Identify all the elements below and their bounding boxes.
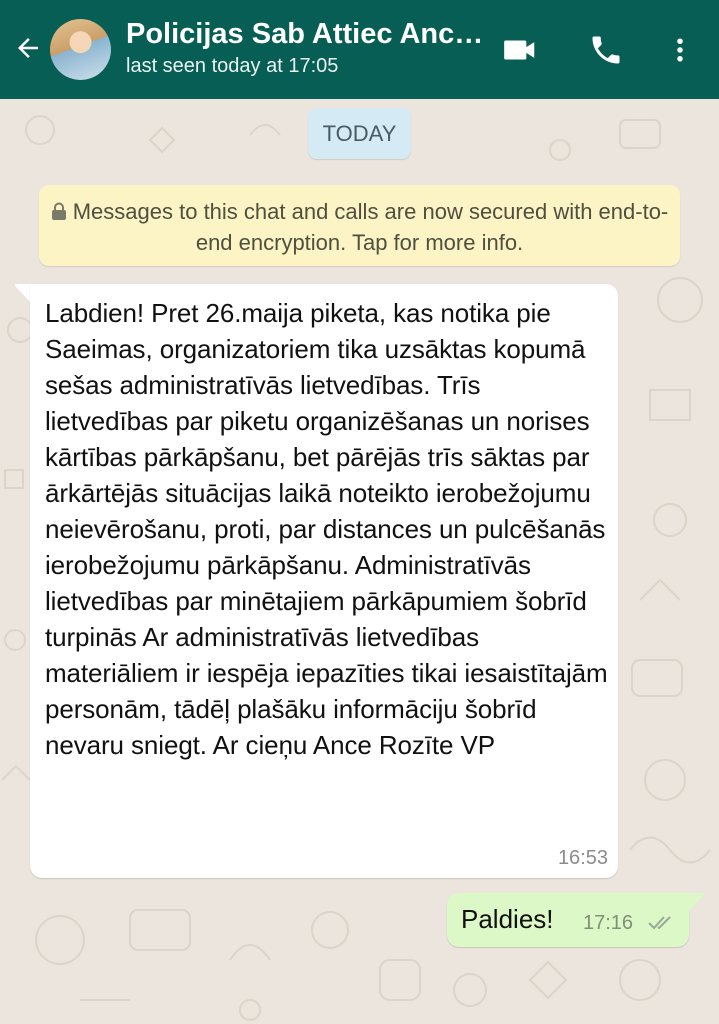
chat-header — [0, 0, 719, 99]
contact-avatar[interactable] — [50, 19, 111, 80]
double-check-icon — [647, 914, 677, 937]
phone-icon[interactable] — [586, 30, 626, 70]
date-divider: TODAY — [308, 108, 411, 159]
encryption-notice[interactable] — [39, 185, 680, 266]
outgoing-message[interactable] — [447, 893, 689, 947]
incoming-message-time: 16:53 — [557, 847, 608, 869]
incoming-message-text: Labdien! Pret 26.maija piketa, kas notika pie Saeimas, organizatoriem tika uzsāktas kopumā sešas administratīvās lietvedības. Trīs lietvedības par piketu organizēšanas un norises kārtības pārkāpšanu, bet pārējās trīs sāktas par ārkārtējās situācijas laikā noteikto ierobežojumu neievērošanu, proti, par distances un pulcēšanās ierobežojumu pārkāpšanu. Administratīvās lietvedības par minētajiem pārkāpumiem šobrīd turpinās Ar administratīvās lietvedības materiāliem ir iespēja iepazīties tikai iesaistītajām personām, tādēļ plašāku informāciju šobrīd nevaru sniegt. Ar cieņu Ance Rozīte VP — [45, 298, 608, 760]
contact-info[interactable] — [126, 16, 486, 80]
outgoing-message-time: 17:16 — [583, 912, 634, 934]
outgoing-message-text: Paldies! — [461, 904, 554, 934]
last-seen-status: last seen today at 17:05 — [126, 55, 339, 77]
outgoing-bubble-tail — [687, 893, 705, 913]
lock-icon — [51, 199, 67, 228]
more-vert-icon[interactable] — [660, 30, 700, 70]
encryption-notice-text: Messages to this chat and calls are now secured with end-to-end encryption. Tap for more info. — [72, 199, 669, 255]
arrow-left-icon[interactable] — [10, 30, 46, 66]
contact-name: Policijas Sab Attiec Anc… — [126, 18, 484, 50]
video-call-icon[interactable] — [500, 30, 540, 70]
incoming-message[interactable] — [30, 284, 618, 878]
